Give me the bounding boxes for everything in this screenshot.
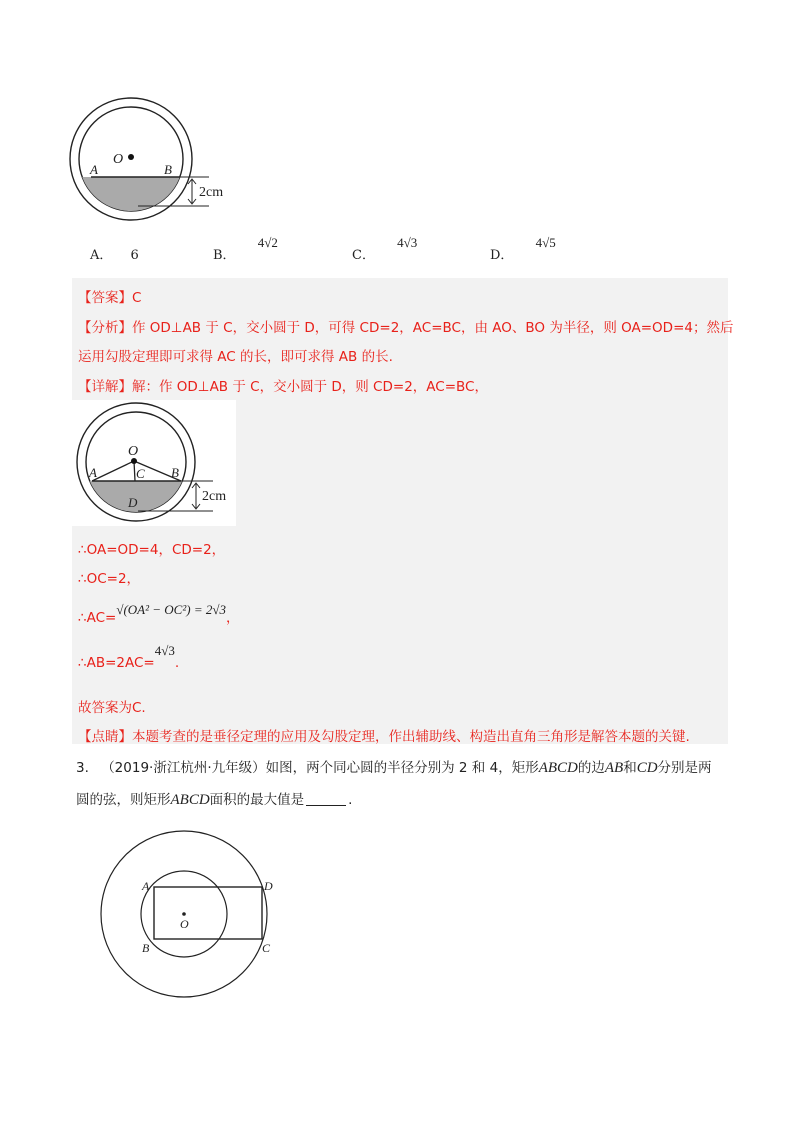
label-d: D — [128, 495, 138, 510]
center-dot — [182, 912, 186, 916]
radius-oa — [92, 461, 134, 481]
step-3 — [78, 602, 240, 626]
label-d: D — [264, 879, 273, 893]
option-d[interactable] — [490, 235, 556, 263]
label-b: B — [164, 162, 172, 177]
figure-1 — [68, 93, 248, 233]
step-4 — [78, 643, 180, 671]
option-c-letter: C． — [352, 248, 375, 263]
label-a: A — [89, 465, 97, 480]
answer-line: 【答案】C — [78, 290, 142, 306]
option-b[interactable] — [213, 235, 278, 263]
step-4-value: 4√3 — [154, 643, 175, 658]
rectangle-abcd — [154, 887, 262, 939]
option-a-letter: A． — [90, 248, 113, 263]
question-source: （2019·浙江杭州·九年级） — [101, 760, 266, 776]
math-ab: AB — [604, 760, 624, 776]
option-d-letter: D． — [490, 248, 514, 263]
step-4-suffix: . — [174, 655, 180, 671]
option-b-value: 4√2 — [257, 235, 278, 250]
label-a: A — [142, 879, 150, 893]
option-c-value: 4√3 — [397, 235, 418, 250]
label-c: C — [136, 466, 145, 481]
question-3-line-1: 3. （2019·浙江杭州·九年级）如图，两个同心圆的半径分别为 2 和 4，矩形ABCD的边AB和CD分别是两 — [76, 760, 712, 776]
measure-label: 2cm — [199, 185, 224, 200]
step-2: ∴OC=2， — [78, 571, 141, 587]
figure-2 — [72, 400, 236, 526]
measure-label: 2cm — [202, 489, 227, 504]
step-1: ∴OA=OD=4，CD=2， — [78, 542, 226, 558]
shaded-segment — [72, 481, 212, 521]
label-b: B — [171, 465, 179, 480]
option-a-value: 6 — [130, 248, 139, 263]
answer-blank[interactable] — [306, 805, 346, 806]
segment-oc — [134, 461, 135, 481]
label-c: C — [262, 941, 271, 955]
final-answer: 故答案为C. — [78, 700, 146, 716]
label-o: O — [113, 152, 124, 167]
option-b-letter: B． — [213, 248, 236, 263]
label-o: O — [180, 917, 189, 931]
option-c[interactable] — [352, 235, 418, 263]
math-cd: CD — [636, 760, 658, 776]
math-abcd: ABCD — [538, 760, 578, 776]
analysis-line-2: 运用勾股定理即可求得 AC 的长，即可求得 AB 的长. — [78, 349, 393, 365]
step-3-prefix: ∴AC= — [78, 610, 117, 626]
step-3-formula: √(OA² − OC²) = 2√3 — [116, 602, 226, 617]
center-dot — [128, 154, 134, 160]
math-abcd-2: ABCD — [170, 792, 210, 808]
detail-line: 【详解】解：作 OD⊥AB 于 C，交小圆于 D，则 CD=2，AC=BC， — [78, 379, 488, 395]
figure-3 — [100, 828, 320, 1000]
question-3-line-2: 圆的弦，则矩形ABCD面积的最大值是 . — [76, 792, 353, 808]
label-a: A — [90, 162, 98, 177]
option-d-value: 4√5 — [535, 235, 556, 250]
label-b: B — [142, 941, 150, 955]
step-4-prefix: ∴AB=2AC= — [78, 655, 155, 671]
step-3-suffix: ， — [225, 610, 240, 626]
option-a[interactable] — [90, 244, 139, 263]
comment-line: 【点睛】本题考查的是垂径定理的应用及勾股定理，作出辅助线、构造出直角三角形是解答本题的关键. — [78, 729, 690, 745]
question-number: 3. — [76, 760, 89, 776]
label-o: O — [128, 444, 139, 459]
analysis-line-1: 【分析】作 OD⊥AB 于 C，交小圆于 D，可得 CD=2，AC=BC，由 AO、BO 为半径，则 OA=OD=4；然后 — [78, 320, 734, 336]
